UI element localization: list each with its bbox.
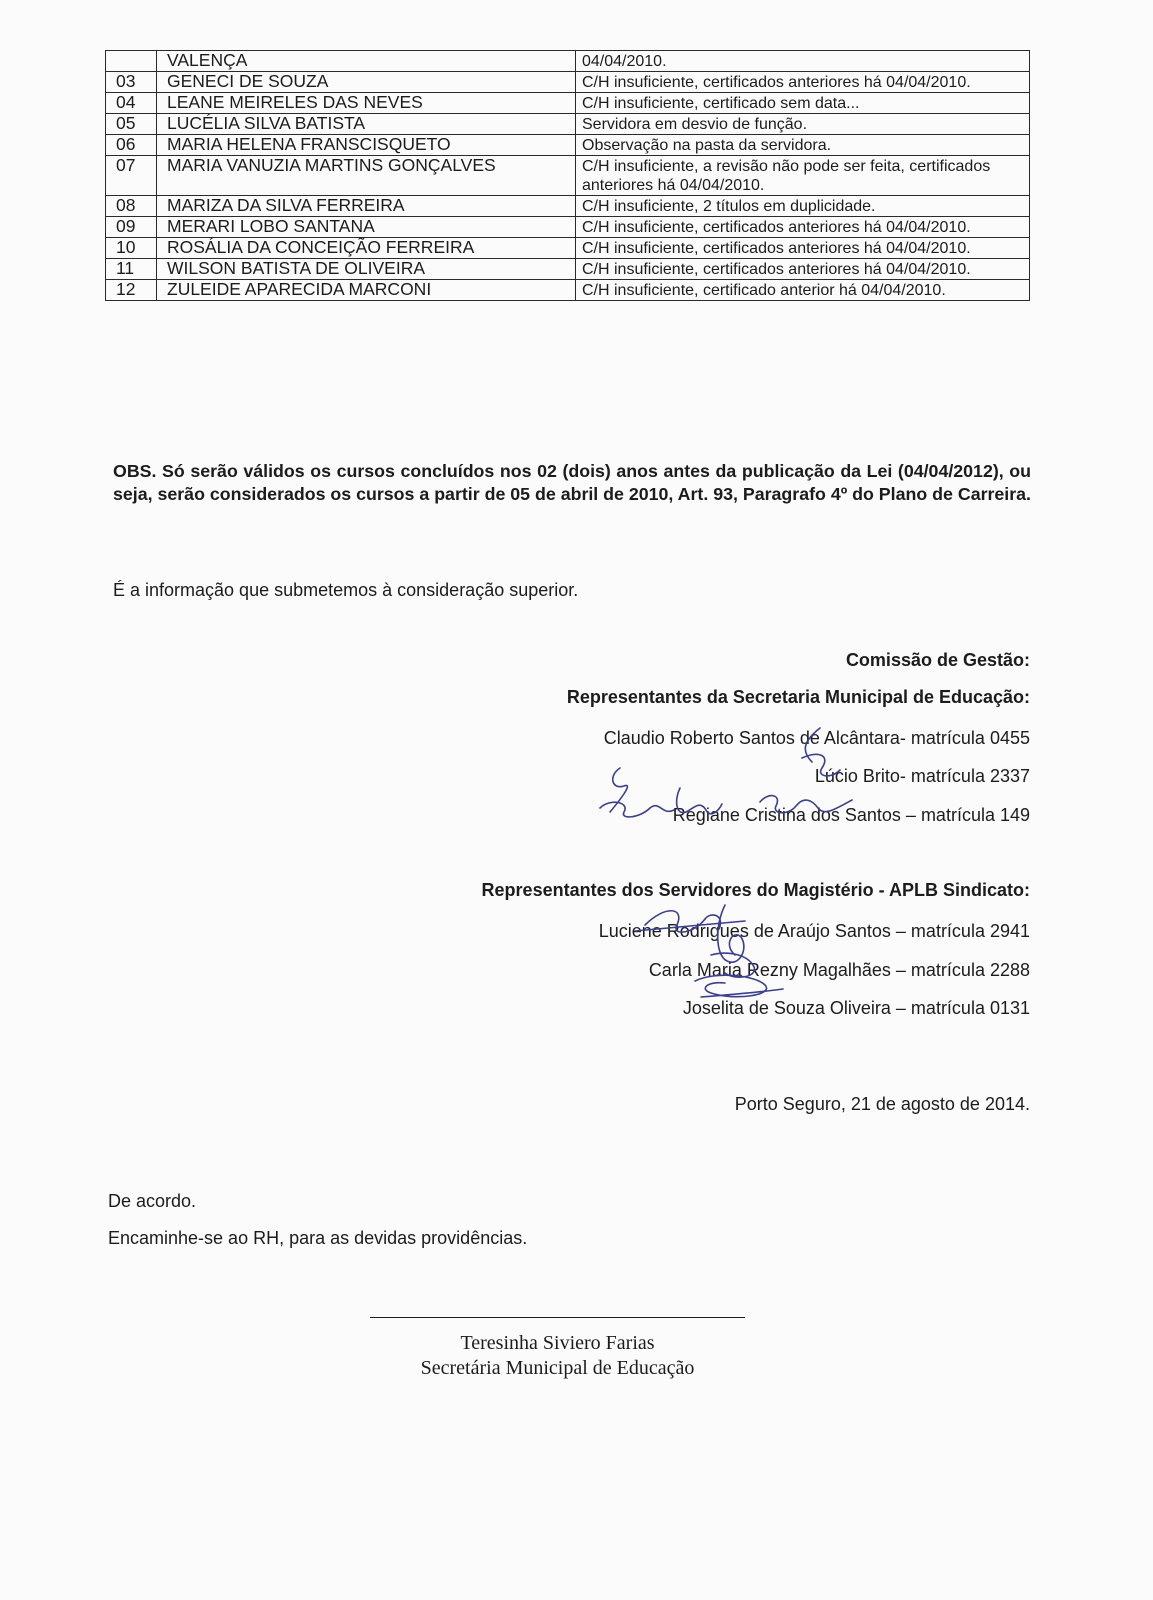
row-observation: C/H insuficiente, certificado sem data... bbox=[576, 93, 1030, 114]
approval-line: Encaminhe-se ao RH, para as devidas providências. bbox=[108, 1228, 528, 1248]
handwritten-signature bbox=[615, 885, 795, 1015]
table-row bbox=[106, 51, 1030, 72]
servidores-member: Carla Maria Rezny Magalhães – matrícula 2288 bbox=[648, 960, 1030, 980]
servidor-name: LUCÉLIA SILVA BATISTA bbox=[157, 114, 576, 135]
servidores-member: Joselita de Souza Oliveira – matrícula 0131 bbox=[682, 998, 1030, 1018]
secretaria-member: Claudio Roberto Santos de Alcântara- matrícula 0455 bbox=[603, 728, 1030, 748]
secretaria-member: Lúcio Brito- matrícula 2337 bbox=[814, 766, 1030, 786]
table-row bbox=[106, 238, 1030, 259]
servidor-name: MARIZA DA SILVA FERREIRA bbox=[157, 196, 576, 217]
row-observation: C/H insuficiente, certificados anteriores há 04/04/2010. bbox=[576, 72, 1030, 93]
submission-text: É a informação que submetemos à consideração superior. bbox=[113, 580, 579, 600]
row-number: 07 bbox=[106, 156, 157, 196]
row-observation: C/H insuficiente, a revisão não pode ser feita, certificados anteriores há 04/04/2010. bbox=[576, 156, 1030, 196]
table-row bbox=[106, 196, 1030, 217]
row-observation: C/H insuficiente, 2 títulos em duplicidade. bbox=[576, 196, 1030, 217]
secretaria-heading: Representantes da Secretaria Municipal de Educação: bbox=[566, 687, 1030, 707]
table-body bbox=[106, 51, 1030, 301]
table-row bbox=[106, 217, 1030, 238]
row-number: 09 bbox=[106, 217, 157, 238]
row-number: 03 bbox=[106, 72, 157, 93]
servidor-name: ROSÁLIA DA CONCEIÇÃO FERREIRA bbox=[157, 238, 576, 259]
table-row bbox=[106, 114, 1030, 135]
signatory-name: Teresinha Siviero Farias bbox=[460, 1332, 655, 1354]
row-observation: C/H insuficiente, certificado anterior há 04/04/2010. bbox=[576, 280, 1030, 301]
servidor-name: VALENÇA bbox=[157, 51, 576, 72]
committee-title: Comissão de Gestão: bbox=[845, 650, 1030, 670]
row-observation: C/H insuficiente, certificados anteriores há 04/04/2010. bbox=[576, 217, 1030, 238]
row-number: 12 bbox=[106, 280, 157, 301]
row-observation: C/H insuficiente, certificados anteriores há 04/04/2010. bbox=[576, 259, 1030, 280]
row-number: 05 bbox=[106, 114, 157, 135]
table-row bbox=[106, 93, 1030, 114]
row-number bbox=[106, 51, 157, 72]
servidor-name: MARIA HELENA FRANSCISQUETO bbox=[157, 135, 576, 156]
servidor-name: MERARI LOBO SANTANA bbox=[157, 217, 576, 238]
row-number: 08 bbox=[106, 196, 157, 217]
servidor-name: MARIA VANUZIA MARTINS GONÇALVES bbox=[157, 156, 576, 196]
row-observation: Servidora em desvio de função. bbox=[576, 114, 1030, 135]
signatory-role: Secretária Municipal de Educação bbox=[420, 1357, 695, 1379]
servidores-table bbox=[105, 50, 1030, 301]
approval-line: De acordo. bbox=[108, 1191, 197, 1211]
row-number: 11 bbox=[106, 259, 157, 280]
table-row bbox=[106, 72, 1030, 93]
table-row bbox=[106, 259, 1030, 280]
signature-line bbox=[370, 1317, 745, 1318]
servidores-heading: Representantes dos Servidores do Magistério - APLB Sindicato: bbox=[481, 880, 1030, 900]
row-observation: C/H insuficiente, certificados anteriores há 04/04/2010. bbox=[576, 238, 1030, 259]
row-number: 06 bbox=[106, 135, 157, 156]
row-observation: 04/04/2010. bbox=[576, 51, 1030, 72]
row-observation: Observação na pasta da servidora. bbox=[576, 135, 1030, 156]
row-number: 04 bbox=[106, 93, 157, 114]
obs-note: OBS. Só serão válidos os cursos concluídos nos 02 (dois) anos antes da publicação da Lei (04/04/2012), ou seja, serão considerados os cursos a partir de 05 de abril de 2010, Art. 93, Paragrafo 4º do Plano de Carreira. bbox=[113, 461, 1032, 504]
servidor-name: WILSON BATISTA DE OLIVEIRA bbox=[157, 259, 576, 280]
servidor-name: ZULEIDE APARECIDA MARCONI bbox=[157, 280, 576, 301]
servidor-name: LEANE MEIRELES DAS NEVES bbox=[157, 93, 576, 114]
servidor-name: GENECI DE SOUZA bbox=[157, 72, 576, 93]
servidores-member: Luciene Rodrigues de Araújo Santos – matrícula 2941 bbox=[598, 921, 1030, 941]
row-number: 10 bbox=[106, 238, 157, 259]
place-date: Porto Seguro, 21 de agosto de 2014. bbox=[734, 1094, 1030, 1114]
table-row bbox=[106, 135, 1030, 156]
table-row bbox=[106, 156, 1030, 196]
secretaria-member: Regiane Cristina dos Santos – matrícula 149 bbox=[672, 805, 1030, 825]
table-row bbox=[106, 280, 1030, 301]
